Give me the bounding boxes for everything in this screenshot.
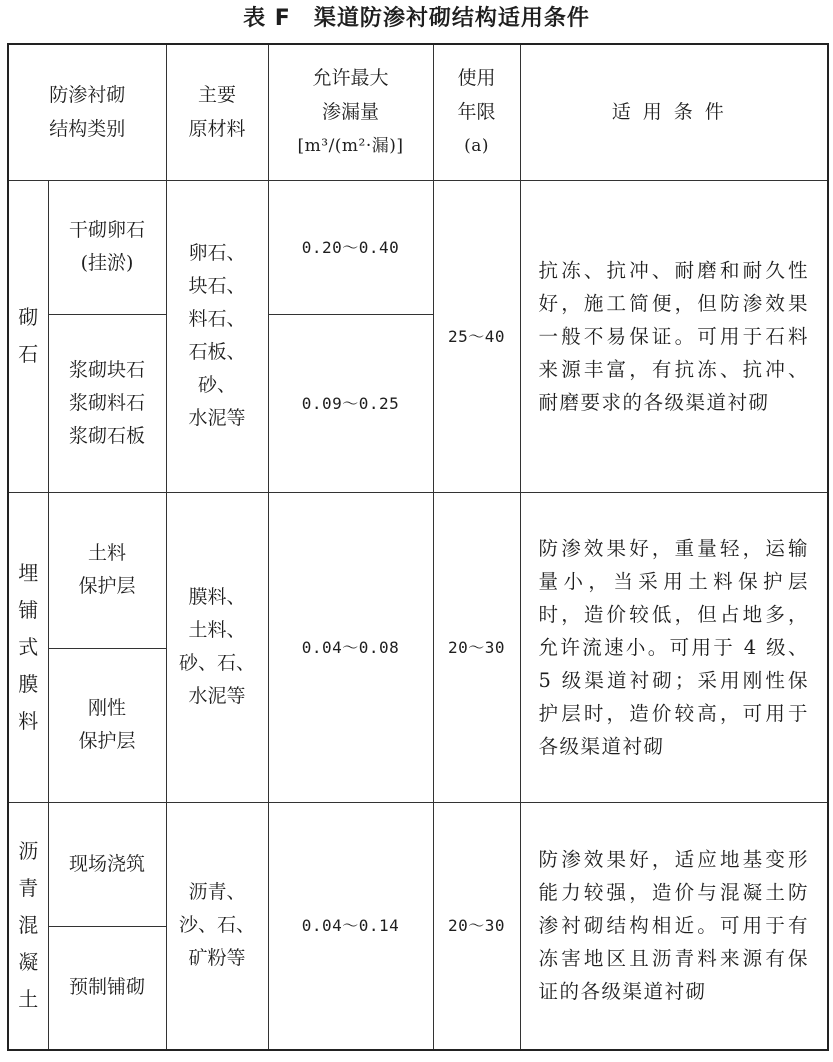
table-row	[8, 492, 828, 648]
subtype-cell: 现场浇筑	[48, 802, 166, 926]
table-row	[8, 180, 828, 314]
category-cell: 埋 铺 式 膜 料	[8, 492, 48, 802]
leakage-cell: 0.20～0.40	[268, 180, 433, 314]
condition-cell: 防渗效果好，重量轻，运输量小，当采用土料保护层时，造价较低，但占地多，允许流速小。可用于 4 级、5 级渠道衬砌；采用刚性保护层时，造价较高，可用于各级渠道衬砌	[520, 492, 828, 802]
subtype-cell: 浆砌块石 浆砌料石 浆砌石板	[48, 314, 166, 492]
header-leakage: 允许最大 渗漏量 [m³/(m²·漏)]	[268, 44, 433, 180]
subtype-cell: 土料 保护层	[48, 492, 166, 648]
subtype-cell: 预制铺砌	[48, 926, 166, 1050]
condition-cell: 抗冻、抗冲、耐磨和耐久性好，施工简便，但防渗效果一般不易保证。可用于石料来源丰富，有抗冻、抗冲、耐磨要求的各级渠道衬砌	[520, 180, 828, 492]
category-cell: 砌 石	[8, 180, 48, 492]
material-cell: 膜料、 土料、 砂、石、 水泥等	[166, 492, 268, 802]
subtype-cell: 刚性 保护层	[48, 648, 166, 802]
subtype-cell: 干砌卵石 (挂淤)	[48, 180, 166, 314]
category-cell: 沥 青 混 凝 土	[8, 802, 48, 1050]
header-row	[8, 44, 828, 180]
condition-cell: 防渗效果好，适应地基变形能力较强，造价与混凝土防渗衬砌结构相近。可用于有冻害地区且沥青料来源有保证的各级渠道衬砌	[520, 802, 828, 1050]
table-row	[8, 802, 828, 926]
leakage-cell: 0.09～0.25	[268, 314, 433, 492]
leakage-cell: 0.04～0.14	[268, 802, 433, 1050]
life-cell: 25～40	[433, 180, 520, 492]
material-cell: 卵石、 块石、 料石、 石板、 砂、 水泥等	[166, 180, 268, 492]
leakage-cell: 0.04～0.08	[268, 492, 433, 802]
life-cell: 20～30	[433, 802, 520, 1050]
header-material: 主要 原材料	[166, 44, 268, 180]
material-cell: 沥青、 沙、石、 矿粉等	[166, 802, 268, 1050]
header-condition: 适用条件	[520, 44, 828, 180]
table-title: 表 F 渠道防渗衬砌结构适用条件	[243, 6, 590, 31]
header-category: 防渗衬砌 结构类别	[8, 44, 166, 180]
life-cell: 20～30	[433, 492, 520, 802]
header-life: 使用 年限 (a)	[433, 44, 520, 180]
lining-structure-table	[7, 43, 829, 1051]
